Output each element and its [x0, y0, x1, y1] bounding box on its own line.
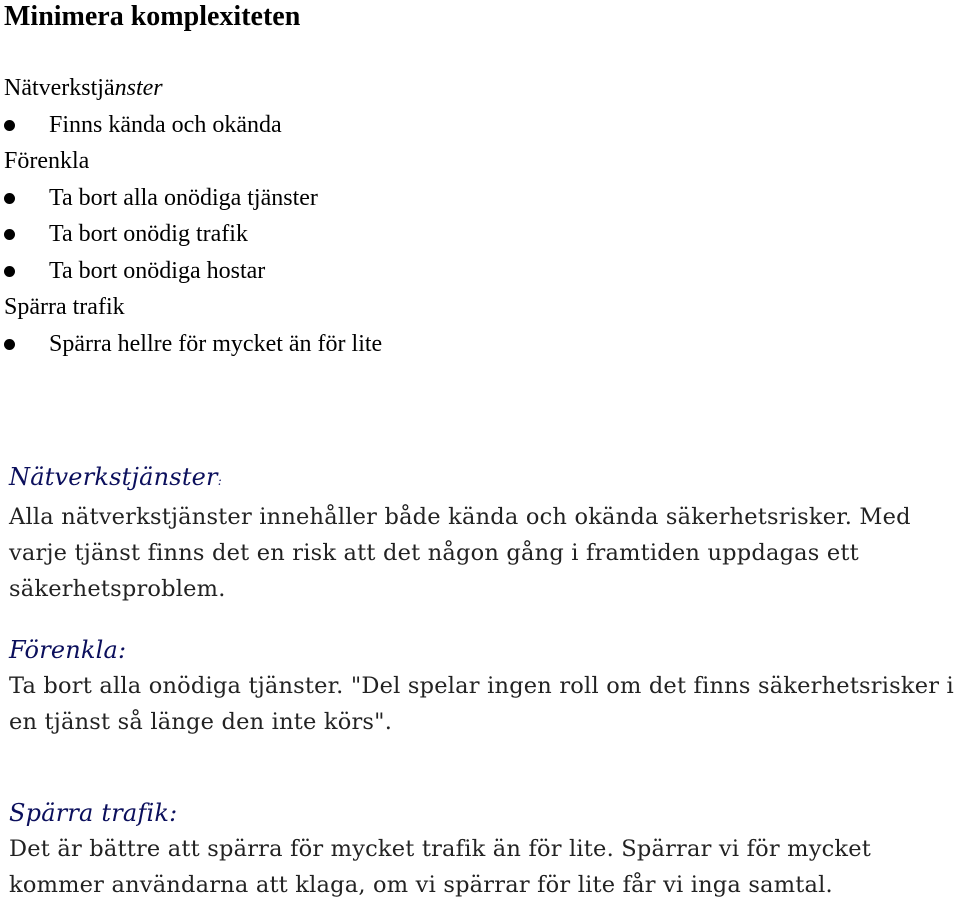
explanation-simplify	[9, 632, 954, 740]
explanation-services-heading-colon: :	[217, 474, 222, 488]
explanation-block	[9, 795, 954, 903]
outline-heading-services-plain: Nätverkstjä	[4, 75, 115, 101]
explanation-services-heading-text: Nätverkstjänster	[9, 463, 218, 491]
bullet-icon	[4, 339, 15, 350]
bullet-icon	[4, 193, 15, 204]
outline-item	[4, 216, 944, 253]
outline-heading-simplify: Förenkla	[4, 148, 90, 174]
outline-item	[4, 107, 944, 144]
explanation-services-text: Alla nätverkstjänster innehåller både kända och okända säkerhetsrisker. Med varje tjänst finns det en risk att det någon gång i framtiden uppdagas ett säkerhetsproblem.	[9, 504, 911, 602]
explanation-block-heading: Spärra trafik:	[9, 799, 178, 827]
outline-item	[4, 253, 944, 290]
explanation-services	[9, 459, 954, 607]
explanation-simplify-heading: Förenkla:	[9, 636, 127, 664]
outline-heading-services	[4, 70, 944, 107]
page-title: Minimera komplexiteten	[4, 1, 301, 32]
outline-item	[4, 180, 944, 217]
explanation-simplify-text: Ta bort alla onödiga tjänster. "Del spelar ingen roll om det finns säkerhetsrisker i en tjänst så länge den inte körs".	[9, 673, 954, 735]
outline-list	[4, 70, 944, 362]
outline-heading-block: Spärra trafik	[4, 294, 125, 320]
outline-item-text: Spärra hellre för mycket än för lite	[49, 330, 383, 357]
outline-item-text: Ta bort onödiga hostar	[49, 257, 266, 284]
bullet-icon	[4, 120, 15, 131]
explanation-services-heading	[9, 459, 954, 499]
explanation-block-text: Det är bättre att spärra för mycket trafik än för lite. Spärrar vi för mycket kommer användarna att klaga, om vi spärrar för lite får vi inga samtal.	[9, 836, 872, 898]
outline-item	[4, 326, 944, 363]
outline-heading-services-italic: nster	[114, 75, 163, 101]
bullet-icon	[4, 266, 15, 277]
outline-item-text: Ta bort alla onödiga tjänster	[49, 184, 318, 211]
bullet-icon	[4, 229, 15, 240]
outline-item-text: Finns kända och okända	[49, 111, 282, 138]
outline-item-text: Ta bort onödig trafik	[49, 221, 248, 247]
